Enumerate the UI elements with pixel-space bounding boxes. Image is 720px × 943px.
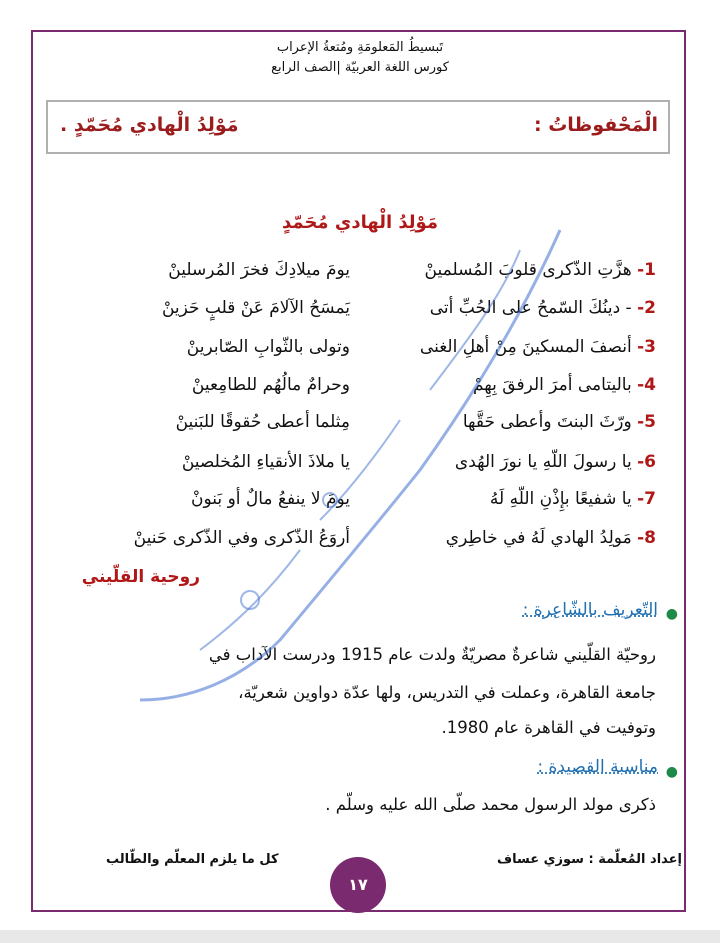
title-value: مَوْلِدُ الْهادي مُحَمّدٍ .: [60, 114, 239, 136]
verse-6-second-half: يا ملاذَ الأنقياءِ المُخلصينْ: [181, 452, 350, 472]
bottom-bar: [0, 930, 720, 943]
verse-8-first-half: [446, 528, 656, 548]
verse-1-first-half: [425, 260, 656, 280]
verse-number: 5-: [637, 412, 656, 432]
verse-text: هزَّتِ الذّكرى قلوبَ المُسلمينْ: [424, 260, 632, 280]
verse-number: 2-: [637, 298, 656, 318]
occasion-text: ذكرى مولد الرسول محمد صلّى الله عليه وسلّم .: [325, 795, 656, 814]
about-poet-line-3: وتوفيت في القاهرة عام 1980.: [441, 718, 656, 737]
verse-number: 7-: [637, 489, 656, 509]
prepared-by: إعداد المُعلّمة : سوزي عساف: [497, 852, 682, 867]
verse-text: باليتامى أمرَ الرفقَ بِهِمْ: [472, 375, 632, 395]
verse-5-second-half: مِثلما أعطى حُقوقًا للبَنينْ: [175, 412, 350, 432]
title-label: الْمَحْفوظاتُ :: [533, 114, 658, 136]
title-box: [46, 100, 670, 154]
page-number-badge: ١٧: [330, 857, 386, 913]
verse-6-first-half: [455, 452, 656, 472]
bullet-icon: ●: [665, 764, 678, 780]
verse-7-second-half: يومَ لا ينفعُ مالٌ أو بَنونْ: [191, 489, 350, 509]
verse-number: 4-: [637, 375, 656, 395]
verse-number: 8-: [637, 528, 656, 548]
verse-7-first-half: [490, 489, 656, 509]
about-poet-line-2: جامعة القاهرة، وعملت في التدريس، ولها عدّة دواوين شعريّة،: [238, 683, 656, 702]
footer-tagline: كل ما يلزم المعلّم والطّالب: [106, 852, 279, 867]
verse-number: 6-: [637, 452, 656, 472]
verse-3-first-half: [420, 337, 656, 357]
occasion-heading: مناسبة القصيدة :: [537, 757, 658, 777]
bullet-icon: ●: [665, 606, 678, 622]
verse-text: - دينُكَ السّمحُ على الحُبِّ أتى: [429, 298, 632, 318]
verse-text: ورّثَ البنتَ وأعطى حَقَّها: [462, 412, 632, 432]
verse-5-first-half: [463, 412, 656, 432]
poem-title: مَوْلِدُ الْهادي مُحَمّدٍ: [281, 212, 438, 233]
verse-8-second-half: أروَعُ الذّكرى وفي الذّكرى حَنينْ: [133, 528, 350, 548]
about-poet-line-1: روحيّة القلّيني شاعرةٌ مصريّةٌ ولدت عام 1915 ودرست الآداب في: [208, 645, 656, 664]
header-line-1: تَبسيطُ المَعلومَةِ ومُتعةُ الإعراب: [276, 40, 444, 55]
verse-2-first-half: [430, 298, 656, 318]
verse-number: 1-: [637, 260, 656, 280]
header-line-2: كورس اللغة العربيّة |الصف الرابع: [271, 60, 449, 75]
verse-text: أنصفَ المسكينَ مِنْ أهلِ الغنى: [419, 337, 632, 357]
verse-1-second-half: يومَ ميلادِكَ فخرَ المُرسلينْ: [168, 260, 350, 280]
verse-text: يا رسولَ اللّهِ يا نورَ الهُدى: [454, 452, 632, 472]
verse-4-second-half: وحرامٌ مالُهُم للطامِعينْ: [191, 375, 350, 395]
poet-name: روحية القلّيني: [81, 567, 200, 587]
verse-number: 3-: [637, 337, 656, 357]
verse-3-second-half: وتولى بالثّوابِ الصّابرينْ: [186, 337, 350, 357]
verse-2-second-half: يَمسَحُ الآلامَ عَنْ قلبٍ حَزينْ: [161, 298, 350, 318]
verse-text: يا شفيعًا بإِذْنِ اللّهِ لَهُ: [489, 489, 632, 509]
verse-text: مَولِدُ الهادي لَهُ في خاطِري: [445, 528, 632, 548]
about-poet-heading: التّعريف بالشّاعِرة :: [522, 600, 658, 620]
verse-4-first-half: [473, 375, 656, 395]
